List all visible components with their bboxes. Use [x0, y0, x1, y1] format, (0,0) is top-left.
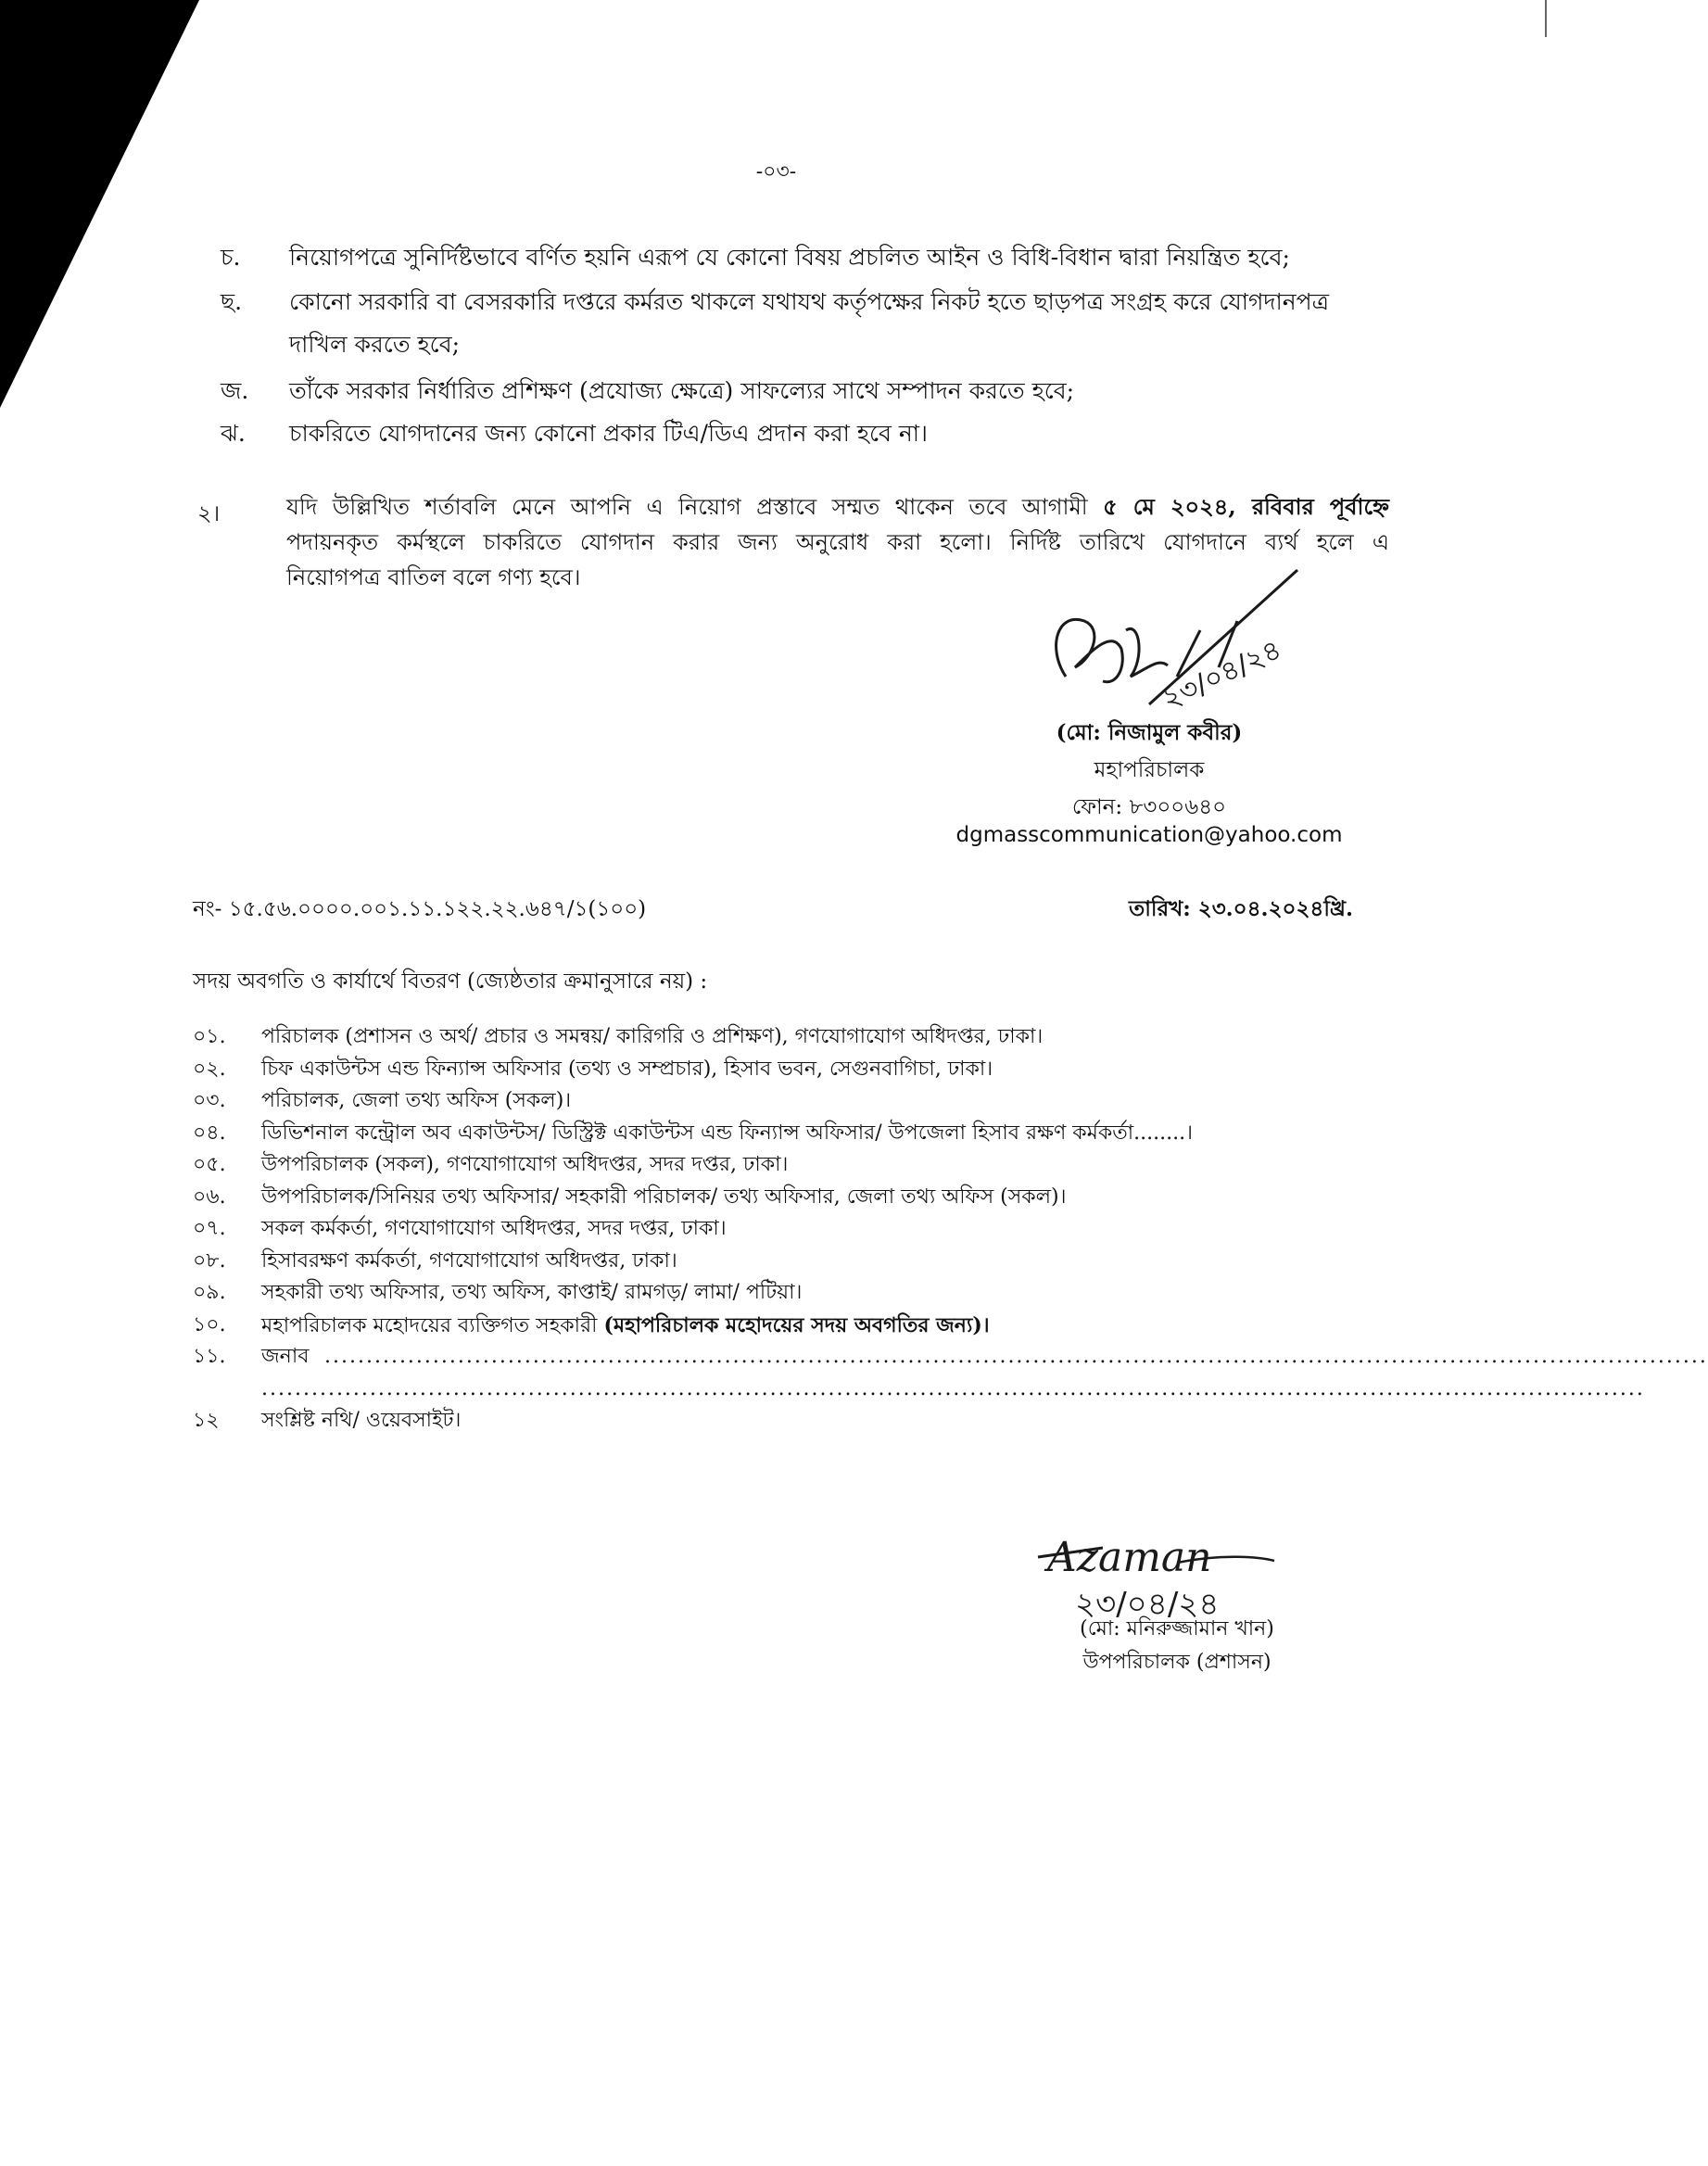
list-item — [193, 1277, 1370, 1310]
scan-edge — [1545, 0, 1547, 37]
condition-text: কোনো সরকারি বা বেসরকারি দপ্তরে কর্মরত থাকলে যথাযথ কর্তৃপক্ষের নিকট হতে ছাড়পত্র সংগ্রহ করে যোগদানপত্র — [289, 288, 1330, 315]
item-text: উপপরিচালক/সিনিয়র তথ্য অফিসার/ সহকারী পরিচালক/ তথ্য অফিসার, জেলা তথ্য অফিস (সকল)। — [261, 1184, 1067, 1209]
item-text: পরিচালক (প্রশাসন ও অর্থ/ প্রচার ও সমন্বয়/ কারিগরি ও প্রশিক্ষণ), গণযোগাযোগ অধিদপ্তর, ঢাকা। — [261, 1025, 1044, 1048]
scan-shadow-corner — [0, 0, 199, 408]
fill-in-blank: ...................................................................................................................................................................... — [324, 1345, 1708, 1368]
item-number: ১২ — [193, 1409, 220, 1432]
list-item — [193, 1341, 1708, 1374]
joining-date: ৫ মে ২০২৪, রবিবার পূর্বাহ্নে — [1103, 493, 1389, 520]
item-number: ০৭. — [193, 1217, 226, 1240]
item-text: চিফ একাউন্টস এন্ড ফিন্যান্স অফিসার (তথ্য ও সম্প্রচার), হিসাব ভবন, সেগুনবাগিচা, ঢাকা। — [261, 1057, 993, 1081]
list-item — [193, 1182, 1370, 1214]
condition-text: নিয়োগপত্রে সুনির্দিষ্টভাবে বর্ণিত হয়নি এরূপ যে কোনো বিষয় প্রচলিত আইন ও বিধি-বিধান দ্বারা নিয়ন্ত্রিত হবে; — [289, 244, 1290, 271]
paragraph-marker: ২। — [197, 500, 221, 526]
paragraph-line: পদায়নকৃত কর্মস্থলে চাকরিতে যোগদান করার জন্য অনুরোধ করা হলো। নির্দিষ্ট তারিখে যোগদানে ব্যর্থ হলে এ — [286, 529, 1389, 555]
director-general-signature — [1038, 565, 1316, 717]
item-number: ০৬. — [193, 1184, 226, 1209]
item-text: ডিভিশনাল কন্ট্রোল অব একাউন্টস/ ডিস্ট্রিক্ট একাউন্টস এন্ড ফিন্যান্স অফিসার/ উপজেলা হিসাব রক্ষণ কর্মকর্তা........। — [261, 1121, 1193, 1145]
list-item — [193, 1246, 1370, 1278]
item-text: উপপরিচালক (সকল), গণযোগাযোগ অধিদপ্তর, সদর দপ্তর, ঢাকা। — [261, 1153, 789, 1176]
item-number: ০৯. — [193, 1281, 226, 1304]
condition-text: তাঁকে সরকার নির্ধারিত প্রশিক্ষণ (প্রযোজ্য ক্ষেত্রে) সাফল্যের সাথে সম্পাদন করতে হবে; — [289, 377, 1075, 404]
paragraph-line — [286, 489, 1389, 525]
item-number: ০৩. — [193, 1089, 226, 1112]
signatory-designation: মহাপরিচালক — [1094, 758, 1205, 782]
condition-marker: ছ. — [221, 288, 243, 315]
deputy-director-signature — [1038, 1520, 1279, 1622]
item-emphasis: (মহাপরিচালক মহোদয়ের সদয় অবগতির জন্য)। — [603, 1312, 990, 1337]
list-item — [193, 1149, 1370, 1182]
fill-in-blank: ...................................................................................................................................................................... — [261, 1376, 1645, 1400]
distribution-heading: সদয় অবগতি ও কার্যার্থে বিতরণ (জ্যেষ্ঠতার ক্রমানুসারে নয়) : — [193, 969, 708, 994]
item-number: ০১. — [193, 1025, 226, 1048]
item-number: ০৪. — [193, 1121, 226, 1145]
item-text: হিসাবরক্ষণ কর্মকর্তা, গণযোগাযোগ অধিদপ্তর, ঢাকা। — [261, 1248, 677, 1273]
signature-date: ২৩/০৪/২৪ — [1157, 633, 1287, 717]
item-number: ১০. — [193, 1312, 226, 1336]
condition-text: চাকরিতে যোগদানের জন্য কোনো প্রকার টিএ/ডিএ প্রদান করা হবে না। — [289, 420, 928, 447]
list-item — [193, 1118, 1370, 1150]
list-item — [193, 1085, 1370, 1118]
list-item — [193, 1405, 1370, 1438]
item-text: সংশ্লিষ্ট নথি/ ওয়েবসাইট। — [261, 1409, 462, 1432]
item-number: ০৫. — [193, 1153, 226, 1176]
page-number: -০৩- — [755, 160, 797, 184]
list-item — [193, 1310, 1370, 1342]
paragraph-line: নিয়োগপত্র বাতিল বলে গণ্য হবে। — [286, 564, 581, 590]
distribution-list — [193, 1021, 1708, 1438]
item-number: ১১. — [193, 1345, 226, 1368]
signature-text: Azaman — [1047, 1534, 1212, 1581]
list-item — [193, 1021, 1370, 1054]
item-text: জনাব — [261, 1345, 310, 1368]
signatory-name: (মো: নিজামুল কবীর) — [1056, 720, 1243, 745]
memo-number: নং- ১৫.৫৬.০০০০.০০১.১১.১২২.২২.৬৪৭/১(১০০) — [193, 897, 647, 921]
condition-text: দাখিল করতে হবে; — [289, 331, 461, 358]
condition-marker: চ. — [221, 244, 241, 271]
signatory2-designation: উপপরিচালক (প্রশাসন) — [1082, 1651, 1272, 1674]
list-item — [193, 1054, 1370, 1086]
item-text: মহাপরিচালক মহোদয়ের ব্যক্তিগত সহকারী (মহাপরিচালক মহোদয়ের সদয় অবগতির জন্য)। — [261, 1312, 990, 1337]
list-item — [193, 1213, 1370, 1246]
item-text: সহকারী তথ্য অফিসার, তথ্য অফিস, কাপ্তাই/ রামগড়/ লামা/ পটিয়া। — [261, 1281, 803, 1304]
signatory2-name: (মো: মনিরুজ্জামান খান) — [1080, 1617, 1274, 1640]
item-number: ০৮. — [193, 1248, 226, 1273]
memo-date: তারিখ: ২৩.০৪.২০২৪খ্রি. — [1129, 896, 1354, 921]
list-item-continued — [193, 1374, 1645, 1406]
condition-marker: ঝ. — [221, 420, 246, 447]
item-text: পরিচালক, জেলা তথ্য অফিস (সকল)। — [261, 1089, 572, 1112]
signature-date: ২৩/০৪/২৪ — [1075, 1586, 1220, 1623]
signatory-phone: ফোন: ৮৩০০৬৪০ — [1071, 795, 1227, 819]
item-number: ০২. — [193, 1057, 226, 1081]
item-text: সকল কর্মকর্তা, গণযোগাযোগ অধিদপ্তর, সদর দপ্তর, ঢাকা। — [261, 1217, 727, 1240]
signatory-email: dgmasscommunication@yahoo.com — [955, 823, 1343, 847]
paragraph-text: যদি উল্লিখিত শর্তাবলি মেনে আপনি এ নিয়োগ প্রস্তাবে সম্মত থাকেন তবে আগামী — [286, 494, 1088, 520]
condition-marker: জ. — [221, 377, 249, 404]
